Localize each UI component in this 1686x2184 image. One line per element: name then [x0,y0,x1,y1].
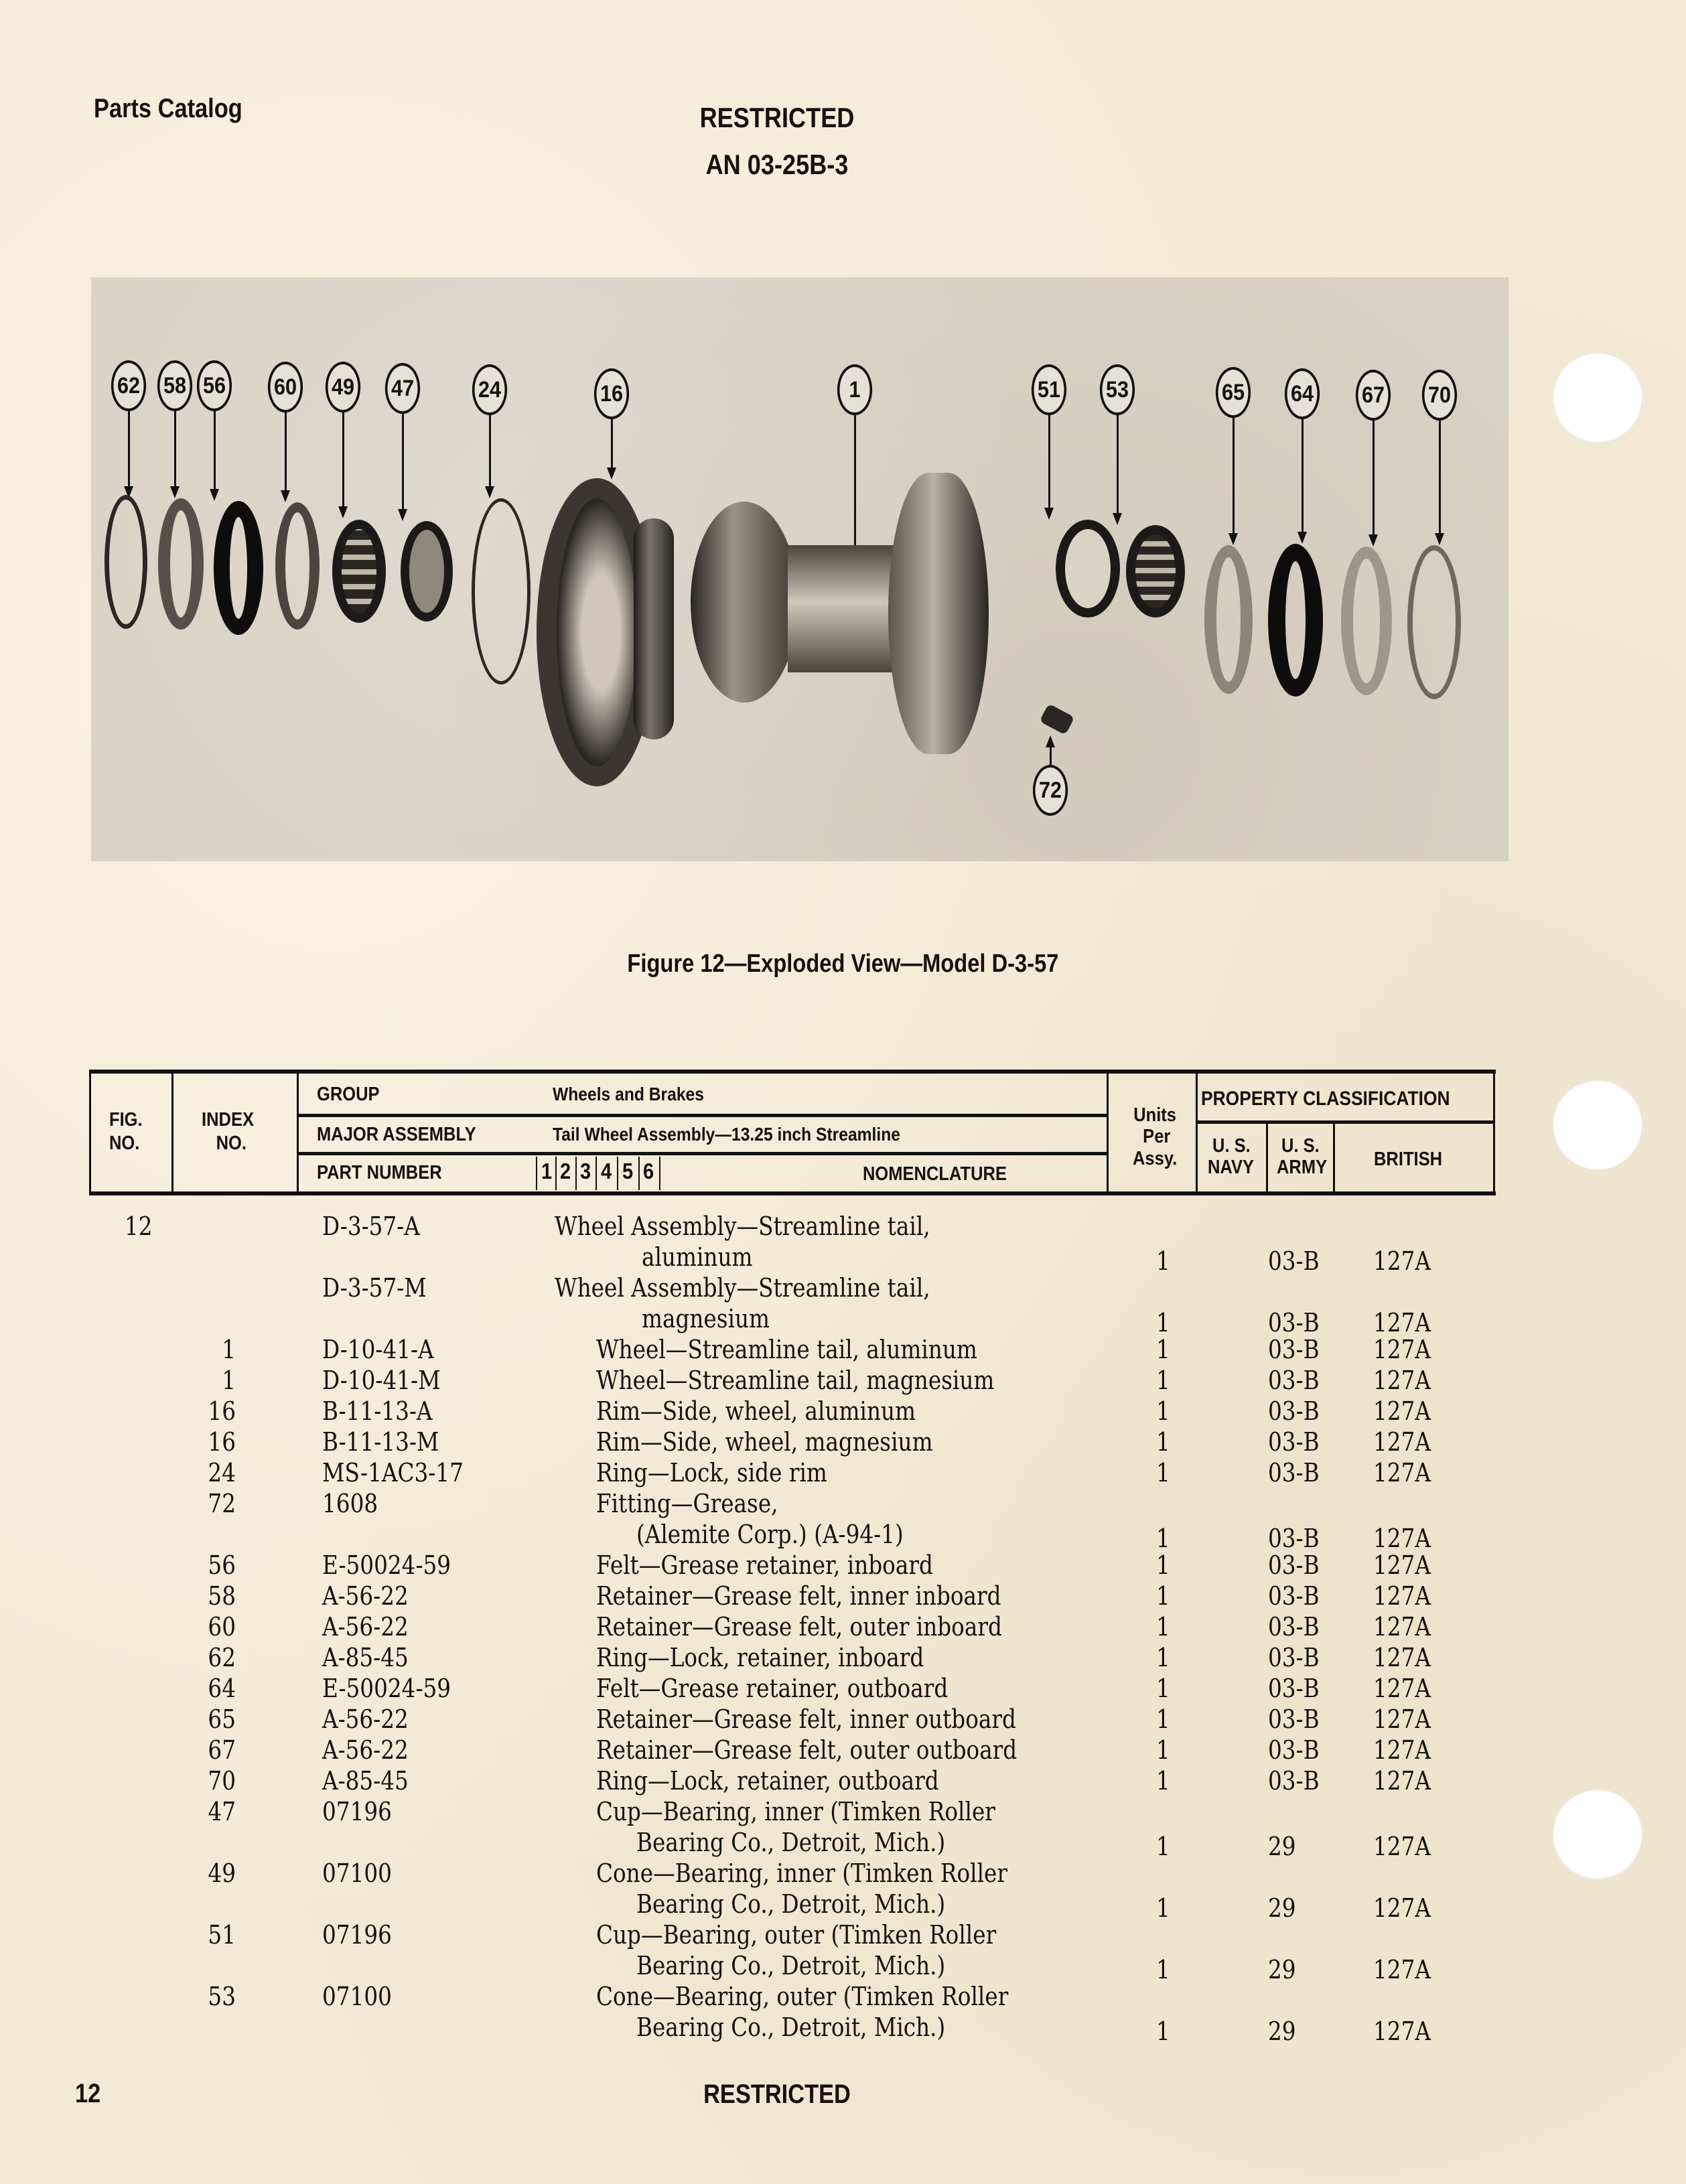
index-number: 72 [208,1489,236,1518]
callout-53: 53 [1100,364,1135,415]
us-army-class: 29 [1268,1832,1296,1861]
index-number: 1 [222,1366,236,1395]
units-per-assembly: 1 [1156,1893,1170,1923]
level-col-5: 5 [622,1159,634,1183]
lock-ring-inboard-part [104,495,147,629]
callout-24: 24 [472,364,507,415]
part-number: 07196 [322,1920,392,1950]
british-class: 127A [1373,1893,1431,1923]
units-per-assembly: 1 [1156,1704,1170,1734]
part-number: 07196 [322,1797,392,1826]
row-divider [1197,1120,1493,1124]
units-per-assembly: 1 [1156,1674,1170,1703]
arrow-icon [1228,533,1238,545]
cone-bearing-outer-part [1126,525,1185,617]
us-army-class: 03-B [1268,1581,1320,1611]
callout-16: 16 [594,368,629,419]
us-army-class: 03-B [1268,1550,1320,1580]
callout-65: 65 [1216,367,1251,418]
col-divider [297,1074,299,1191]
british-class: 127A [1373,1550,1431,1580]
units-per-assembly: 1 [1156,1246,1170,1276]
level-col-1: 1 [541,1159,553,1183]
parts-table-header [89,1070,1496,1195]
leader-line [1048,415,1050,509]
units-line1: Units [1133,1104,1176,1126]
arrow-icon [210,489,219,501]
index-number: 60 [208,1612,236,1642]
leader-line [1233,418,1235,534]
part-number: B-11-13-A [322,1396,433,1426]
felt-inboard-part [214,501,263,635]
units-per-assembly: 1 [1156,2017,1170,2046]
arrow-icon [1368,534,1378,547]
retainer-inner-inboard-part [158,498,204,630]
us-army-class: 03-B [1268,1674,1320,1703]
level-divider [659,1157,660,1190]
us-army-class: 03-B [1268,1366,1320,1395]
part-number: D-3-57-M [322,1273,427,1303]
classification-header: RESTRICTED [699,102,855,133]
arrow-icon [1044,508,1054,520]
table-border-right [1493,1074,1495,1191]
nomenclature: Felt—Grease retainer, outboard [596,1674,949,1703]
nomenclature: Cup—Bearing, outer (Timken Roller [596,1920,997,1950]
nomenclature: Wheel—Streamline tail, magnesium [596,1366,995,1395]
british-class: 127A [1373,1458,1431,1487]
us-navy-header [1208,1135,1254,1179]
units-line3: Assy. [1133,1147,1178,1169]
index-number: 58 [208,1581,236,1611]
us-navy-line1: U. S. [1212,1135,1251,1157]
nomenclature-continuation: (Alemite Corp.) (A-94-1) [636,1520,904,1549]
callout-47: 47 [385,363,420,414]
nomenclature: Retainer—Grease felt, inner outboard [596,1704,1016,1734]
side-rim-lock-ring-part [472,498,531,684]
level-divider [555,1157,557,1190]
arrow-icon [1297,532,1307,544]
leader-line [402,414,404,510]
british-class: 127A [1373,1366,1431,1395]
index-number: 62 [208,1643,236,1672]
units-per-assembly: 1 [1156,1427,1170,1457]
callout-64: 64 [1285,368,1320,419]
wheel-hub-flange [888,473,989,754]
nomenclature: Cone—Bearing, inner (Timken Roller [596,1859,1008,1888]
british-header: BRITISH [1374,1149,1443,1170]
index-number: 64 [208,1674,236,1703]
grease-fitting-part [1040,703,1075,735]
units-per-assy-header [1133,1104,1177,1169]
units-per-assembly: 1 [1156,1335,1170,1364]
retainer-outer-outboard-part [1341,547,1392,695]
arrow-icon [338,506,348,518]
nomenclature-continuation: Bearing Co., Detroit, Mich.) [636,1951,946,1980]
nomenclature: Wheel—Streamline tail, aluminum [596,1335,977,1364]
index-no-line2: NO. [216,1132,247,1154]
british-class: 127A [1373,2017,1431,2046]
us-army-class: 03-B [1268,1704,1320,1734]
nomenclature-continuation: magnesium [642,1304,770,1333]
british-class: 127A [1373,1766,1431,1796]
index-number: 49 [208,1859,236,1888]
punch-hole [1553,1790,1642,1879]
us-army-class: 03-B [1268,1427,1320,1457]
us-army-line1: U. S. [1281,1135,1320,1157]
part-number: A-56-22 [322,1704,409,1734]
leader-line [1373,421,1375,536]
us-army-line2: ARMY [1277,1157,1328,1179]
units-per-assembly: 1 [1156,1955,1170,1984]
nomenclature-label: NOMENCLATURE [863,1163,1007,1185]
classification-footer: RESTRICTED [703,2080,851,2109]
index-number: 65 [208,1704,236,1734]
nomenclature: Retainer—Grease felt, outer outboard [596,1735,1017,1765]
us-army-class: 03-B [1268,1308,1320,1337]
nomenclature: Rim—Side, wheel, magnesium [596,1427,933,1457]
units-per-assembly: 1 [1156,1458,1170,1487]
part-number: B-11-13-M [322,1427,439,1457]
index-number: 56 [208,1550,236,1580]
row-divider [298,1152,1107,1155]
british-class: 127A [1373,1955,1431,1984]
us-army-class: 03-B [1268,1766,1320,1796]
us-army-class: 03-B [1268,1643,1320,1672]
part-number: D-10-41-M [322,1366,441,1395]
leader-line [342,413,344,508]
side-rim-flange [634,518,674,739]
page-number: 12 [75,2079,101,2108]
arrow-icon [485,486,494,498]
nomenclature-continuation: Bearing Co., Detroit, Mich.) [636,1828,946,1857]
units-per-assembly: 1 [1156,1581,1170,1611]
table-border-left [89,1070,91,1195]
fig-no-header [109,1108,143,1155]
level-divider [617,1157,618,1190]
level-col-6: 6 [643,1159,654,1183]
units-line2: Per [1143,1126,1171,1148]
british-class: 127A [1373,1612,1431,1642]
callout-70: 70 [1422,370,1457,421]
callout-49: 49 [326,362,360,413]
wheel-hub-waist [788,545,902,672]
us-army-header [1277,1135,1327,1179]
us-army-class: 29 [1268,2017,1296,2046]
units-per-assembly: 1 [1156,1612,1170,1642]
arrow-icon [1435,533,1444,545]
fig-no-line2: NO. [109,1132,140,1154]
major-assembly-value: Tail Wheel Assembly—13.25 inch Streamline [553,1124,901,1145]
group-value: Wheels and Brakes [553,1084,704,1104]
level-col-3: 3 [580,1159,591,1183]
nomenclature: Wheel Assembly—Streamline tail, [555,1212,930,1241]
cone-bearing-inner-part [332,520,386,623]
leader-line [174,411,176,488]
us-army-class: 03-B [1268,1335,1320,1364]
nomenclature: Fitting—Grease, [596,1489,778,1518]
index-no-line1: INDEX [202,1109,255,1131]
british-class: 127A [1373,1832,1431,1861]
part-number: A-85-45 [322,1766,409,1796]
felt-outboard-part [1268,544,1323,697]
us-army-class: 03-B [1268,1396,1320,1426]
part-number: A-85-45 [322,1643,409,1672]
british-class: 127A [1373,1704,1431,1734]
nomenclature: Ring—Lock, side rim [596,1458,827,1487]
units-per-assembly: 1 [1156,1366,1170,1395]
index-no-header [202,1108,254,1155]
property-classification-label: PROPERTY CLASSIFICATION [1201,1088,1450,1110]
index-number: 51 [208,1920,236,1950]
callout-62: 62 [111,360,146,411]
nomenclature: Cone—Bearing, outer (Timken Roller [596,1982,1009,2011]
nomenclature-continuation: Bearing Co., Detroit, Mich.) [636,2013,946,2042]
index-number: 47 [208,1797,236,1826]
part-number: 07100 [322,1982,392,2011]
british-class: 127A [1373,1674,1431,1703]
leader-line [1302,419,1304,533]
figure-caption: Figure 12—Exploded View—Model D-3-57 [627,950,1059,978]
nomenclature: Ring—Lock, retainer, outboard [596,1766,939,1796]
us-army-class: 03-B [1268,1458,1320,1487]
callout-60: 60 [268,362,303,413]
british-class: 127A [1373,1396,1431,1426]
col-divider [171,1074,173,1191]
arrow-icon [1113,513,1122,525]
units-per-assembly: 1 [1156,1832,1170,1861]
retainer-inner-outboard-part [1204,545,1253,694]
callout-51: 51 [1032,364,1066,415]
part-number: D-10-41-A [322,1335,434,1364]
leader-line [128,411,130,488]
major-assembly-label: MAJOR ASSEMBLY [317,1124,476,1145]
index-number: 24 [208,1458,236,1487]
part-number: D-3-57-A [322,1212,420,1241]
british-class: 127A [1373,1246,1431,1276]
nomenclature: Rim—Side, wheel, aluminum [596,1396,916,1426]
cup-bearing-inner-part [401,521,453,622]
nomenclature: Cup—Bearing, inner (Timken Roller [596,1797,995,1826]
leader-line [611,419,613,469]
arrow-icon [170,486,180,498]
level-divider [575,1157,577,1190]
part-number: E-50024-59 [322,1550,451,1580]
row-divider [298,1114,1107,1117]
group-label: GROUP [317,1084,380,1105]
document-number: AN 03-25B-3 [705,149,849,180]
index-number: 16 [208,1396,236,1426]
nomenclature-continuation: Bearing Co., Detroit, Mich.) [636,1889,946,1919]
retainer-outer-inboard-part [275,502,320,630]
punch-hole [1553,353,1642,443]
wheel-hub-inner-barrel [691,502,798,703]
units-per-assembly: 1 [1156,1396,1170,1426]
units-per-assembly: 1 [1156,1643,1170,1672]
cup-bearing-outer-part [1056,520,1120,617]
leader-line [214,411,216,490]
fig-no-line1: FIG. [109,1109,143,1131]
nomenclature: Wheel Assembly—Streamline tail, [555,1273,930,1303]
leader-line [1439,421,1441,534]
units-per-assembly: 1 [1156,1735,1170,1765]
level-divider [638,1157,640,1190]
units-per-assembly: 1 [1156,1766,1170,1796]
col-divider [1107,1074,1109,1191]
british-class: 127A [1373,1308,1431,1337]
fig-number: 12 [125,1212,153,1241]
us-army-class: 03-B [1268,1524,1320,1553]
callout-58: 58 [157,360,192,411]
british-class: 127A [1373,1427,1431,1457]
lock-ring-outboard-part [1407,545,1461,699]
british-class: 127A [1373,1643,1431,1672]
index-number: 70 [208,1766,236,1796]
nomenclature: Retainer—Grease felt, inner inboard [596,1581,1001,1611]
part-number: MS-1AC3-17 [322,1458,464,1487]
part-number: A-56-22 [322,1581,409,1611]
index-number: 1 [222,1335,236,1364]
callout-72: 72 [1033,765,1068,816]
us-army-class: 29 [1268,1893,1296,1923]
catalog-title: Parts Catalog [94,94,242,123]
us-navy-line2: NAVY [1208,1157,1255,1179]
units-per-assembly: 1 [1156,1524,1170,1553]
british-class: 127A [1373,1335,1431,1364]
arrow-icon [607,467,616,480]
british-class: 127A [1373,1735,1431,1765]
us-army-class: 03-B [1268,1246,1320,1276]
part-number: E-50024-59 [322,1674,451,1703]
leader-line [1117,415,1119,514]
arrow-up-icon [1046,735,1055,747]
units-per-assembly: 1 [1156,1308,1170,1337]
part-number: 1608 [322,1489,378,1518]
index-number: 16 [208,1427,236,1457]
level-col-4: 4 [601,1159,612,1183]
nomenclature: Retainer—Grease felt, outer inboard [596,1612,1002,1642]
nomenclature-continuation: aluminum [642,1242,753,1272]
us-army-class: 03-B [1268,1612,1320,1642]
punch-hole [1553,1080,1642,1170]
part-number-label: PART NUMBER [317,1162,442,1183]
col-divider [1196,1074,1198,1191]
part-number: A-56-22 [322,1735,409,1765]
callout-56: 56 [197,360,232,411]
arrow-icon [281,490,290,502]
index-number: 53 [208,1982,236,2011]
part-number: A-56-22 [322,1612,409,1642]
british-class: 127A [1373,1581,1431,1611]
index-number: 67 [208,1735,236,1765]
level-divider [595,1157,597,1190]
arrow-icon [398,509,407,521]
part-number: 07100 [322,1859,392,1888]
col-divider [1333,1122,1335,1191]
leader-line [1050,746,1052,765]
us-army-class: 03-B [1268,1735,1320,1765]
us-army-class: 29 [1268,1955,1296,1984]
level-col-2: 2 [560,1159,571,1183]
exploded-view-figure [91,277,1508,861]
nomenclature: Ring—Lock, retainer, inboard [596,1643,924,1672]
nomenclature: Felt—Grease retainer, inboard [596,1550,933,1580]
leader-line [285,413,287,492]
callout-1: 1 [837,364,872,415]
callout-67: 67 [1356,370,1391,421]
units-per-assembly: 1 [1156,1550,1170,1580]
leader-line [489,415,491,488]
british-class: 127A [1373,1524,1431,1553]
col-divider [1266,1122,1268,1191]
level-divider [536,1157,537,1190]
